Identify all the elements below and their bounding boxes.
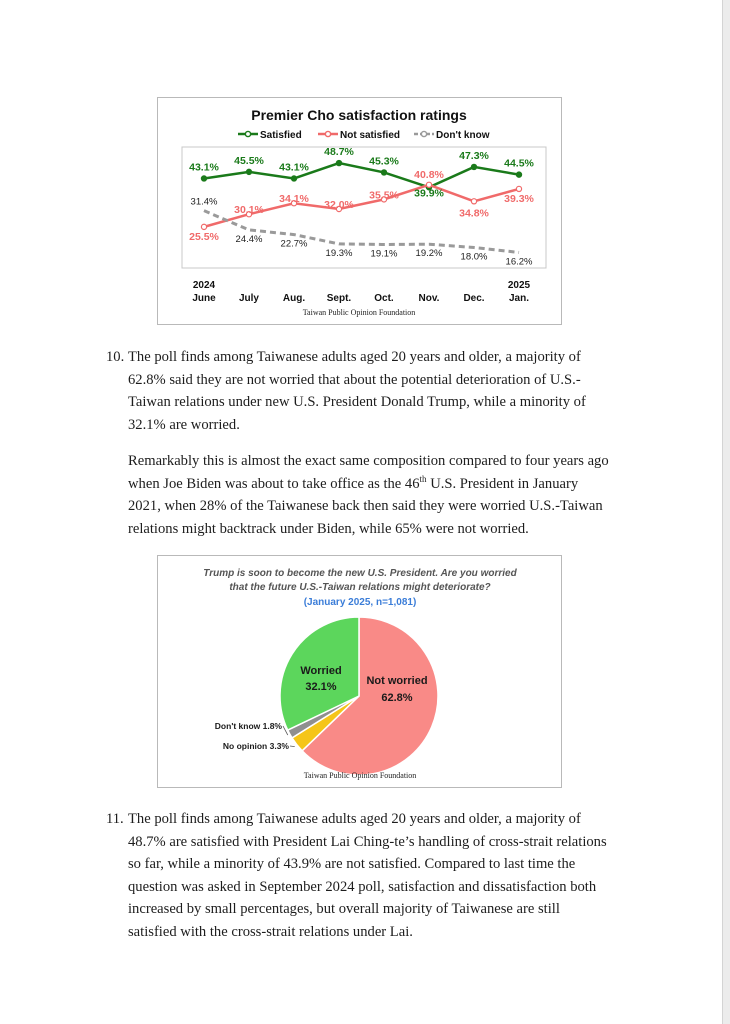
remark-line-1: Remarkably this is almost the exact same composition compared to four years ago <box>128 453 609 469</box>
legend-marker-satisfied <box>245 131 250 136</box>
point-not-satisfied <box>201 224 206 229</box>
pie-slices <box>280 617 438 775</box>
pie-source: Taiwan Public Opinion Foundation <box>303 771 417 780</box>
data-label-not-satisfied: 32.0% <box>324 199 354 211</box>
paragraph-10-line-2: 62.8% said they are not worried that about the potential deterioration of U.S.- <box>128 371 581 388</box>
legend-label-not-satisfied: Not satisfied <box>340 130 401 141</box>
data-label-not-satisfied: 40.8% <box>414 168 444 181</box>
pie-label-not-worried-name: Not worried <box>366 675 428 687</box>
x-tick-month: June <box>192 293 216 304</box>
paragraph-10-line-4: 32.1% are worried. <box>128 416 240 433</box>
pie-label-worried-value: 32.1% <box>305 681 337 693</box>
point-not-satisfied <box>516 186 521 191</box>
data-label-not-satisfied: 25.5% <box>189 230 219 243</box>
data-label-dont-know: 19.3% <box>325 247 353 259</box>
legend-label-satisfied: Satisfied <box>260 130 302 141</box>
paragraph-10-line-1: The poll finds among Taiwanese adults aged 20 years and older, a majority of <box>128 349 581 365</box>
point-satisfied <box>336 160 341 165</box>
paragraph-11-line-3: so far, while a minority of 43.9% are not satisfied. Compared to last time the <box>128 856 576 873</box>
x-tick-month: Sept. <box>326 293 352 304</box>
remark-line-2-text: when Joe Biden was about to take office as the 46 <box>128 475 420 492</box>
data-label-dont-know: 16.2% <box>505 256 533 268</box>
point-satisfied <box>291 176 296 181</box>
remark-line-3: 2021, when 28% of the Taiwanese back then said they were worried U.S.-Taiwan <box>128 498 603 515</box>
paragraph-11-first-line <box>106 808 626 831</box>
line-chart-svg <box>158 98 561 324</box>
page-edge <box>722 0 730 1024</box>
paragraph-11-number: 11. <box>106 811 124 827</box>
legend-marker-dont-know <box>421 131 426 136</box>
paragraph-11 <box>106 808 626 944</box>
data-label-satisfied: 47.3% <box>459 149 489 162</box>
paragraph-11-line-5: increased by small percentages, but overall majority of Taiwanese are still <box>128 901 560 918</box>
x-tick-month: Nov. <box>418 293 440 304</box>
data-label-satisfied: 45.3% <box>369 155 399 168</box>
pie-title-line-2: that the future U.S.-Taiwan relations might deteriorate? <box>229 582 491 593</box>
data-label-satisfied: 43.1% <box>279 161 309 174</box>
paragraph-10-line-3: Taiwan relations under new U.S. President Donald Trump, while a minority of <box>128 394 586 411</box>
data-label-dont-know: 22.7% <box>280 238 308 250</box>
worried-pie-chart <box>157 555 562 788</box>
paragraph-11-line-4: question was asked in September 2024 poll, satisfaction and dissatisfaction both <box>128 878 597 895</box>
legend-label-dont-know: Don't know <box>436 130 490 141</box>
data-label-satisfied: 44.5% <box>504 157 534 170</box>
remark-line-2-tail: U.S. President in January <box>426 475 579 492</box>
ordinal-superscript: th <box>419 473 427 484</box>
data-label-satisfied: 48.7% <box>324 146 354 159</box>
data-label-satisfied: 39.9% <box>414 187 444 200</box>
pie-label-not-worried-value: 62.8% <box>381 692 413 704</box>
pie-label-dont-know: Don't know 1.8% <box>214 721 282 731</box>
data-label-satisfied: 43.1% <box>189 161 219 174</box>
x-tick-year: 2025 <box>507 280 531 291</box>
data-label-dont-know: 19.2% <box>415 248 443 260</box>
paragraph-10 <box>106 346 626 436</box>
data-label-not-satisfied: 39.3% <box>504 192 534 205</box>
point-satisfied <box>471 164 476 169</box>
leader-line-no-opinion <box>290 746 295 747</box>
x-tick-month: Aug. <box>282 293 306 304</box>
point-satisfied <box>246 169 251 174</box>
point-satisfied <box>516 172 521 177</box>
point-not-satisfied <box>471 199 476 204</box>
pie-chart-svg <box>158 556 561 787</box>
point-satisfied <box>201 176 206 181</box>
remark-line-2 <box>128 473 628 496</box>
pie-title-line-1: Trump is soon to become the new U.S. President. Are you worried <box>203 568 517 579</box>
paragraph-10-first-line <box>106 346 626 369</box>
chart-legend <box>238 130 490 141</box>
remark-paragraph <box>128 450 628 540</box>
chart-source: Taiwan Public Opinion Foundation <box>302 308 416 317</box>
chart-title: Premier Cho satisfaction ratings <box>251 107 467 123</box>
paragraph-11-line-1: The poll finds among Taiwanese adults aged 20 years and older, a majority of <box>128 811 581 827</box>
pie-label-worried-name: Worried <box>300 665 342 677</box>
paragraph-11-line-2: 48.7% are satisfied with President Lai Ching-te’s handling of cross-strait relations <box>128 833 607 850</box>
data-label-satisfied: 45.5% <box>234 154 264 167</box>
data-label-not-satisfied: 34.8% <box>459 207 489 220</box>
legend-marker-not-satisfied <box>325 131 330 136</box>
pie-subtitle: (January 2025, n=1,081) <box>303 597 417 608</box>
pie-label-no-opinion: No opinion 3.3% <box>222 741 289 751</box>
satisfaction-line-chart <box>157 97 562 325</box>
data-label-not-satisfied: 34.1% <box>279 193 309 206</box>
paragraph-11-line-6: satisfied with the cross-strait relations under Lai. <box>128 923 413 940</box>
data-label-dont-know: 31.4% <box>190 196 218 208</box>
remark-line-4: relations might backtrack under Biden, while 65% were not worried. <box>128 520 529 537</box>
x-tick-month: July <box>238 293 260 304</box>
x-tick-month: Dec. <box>463 293 485 304</box>
x-tick-month: Jan. <box>508 293 530 304</box>
data-label-dont-know: 19.1% <box>370 248 398 260</box>
point-satisfied <box>381 170 386 175</box>
x-tick-year: 2024 <box>192 280 216 291</box>
x-tick-month: Oct. <box>374 293 394 304</box>
x-axis-labels <box>192 280 530 304</box>
data-label-dont-know: 18.0% <box>460 251 488 263</box>
paragraph-10-number: 10. <box>106 349 125 365</box>
data-label-not-satisfied: 35.5% <box>369 189 399 202</box>
data-label-dont-know: 24.4% <box>235 233 263 245</box>
data-label-not-satisfied: 30.1% <box>234 204 264 217</box>
